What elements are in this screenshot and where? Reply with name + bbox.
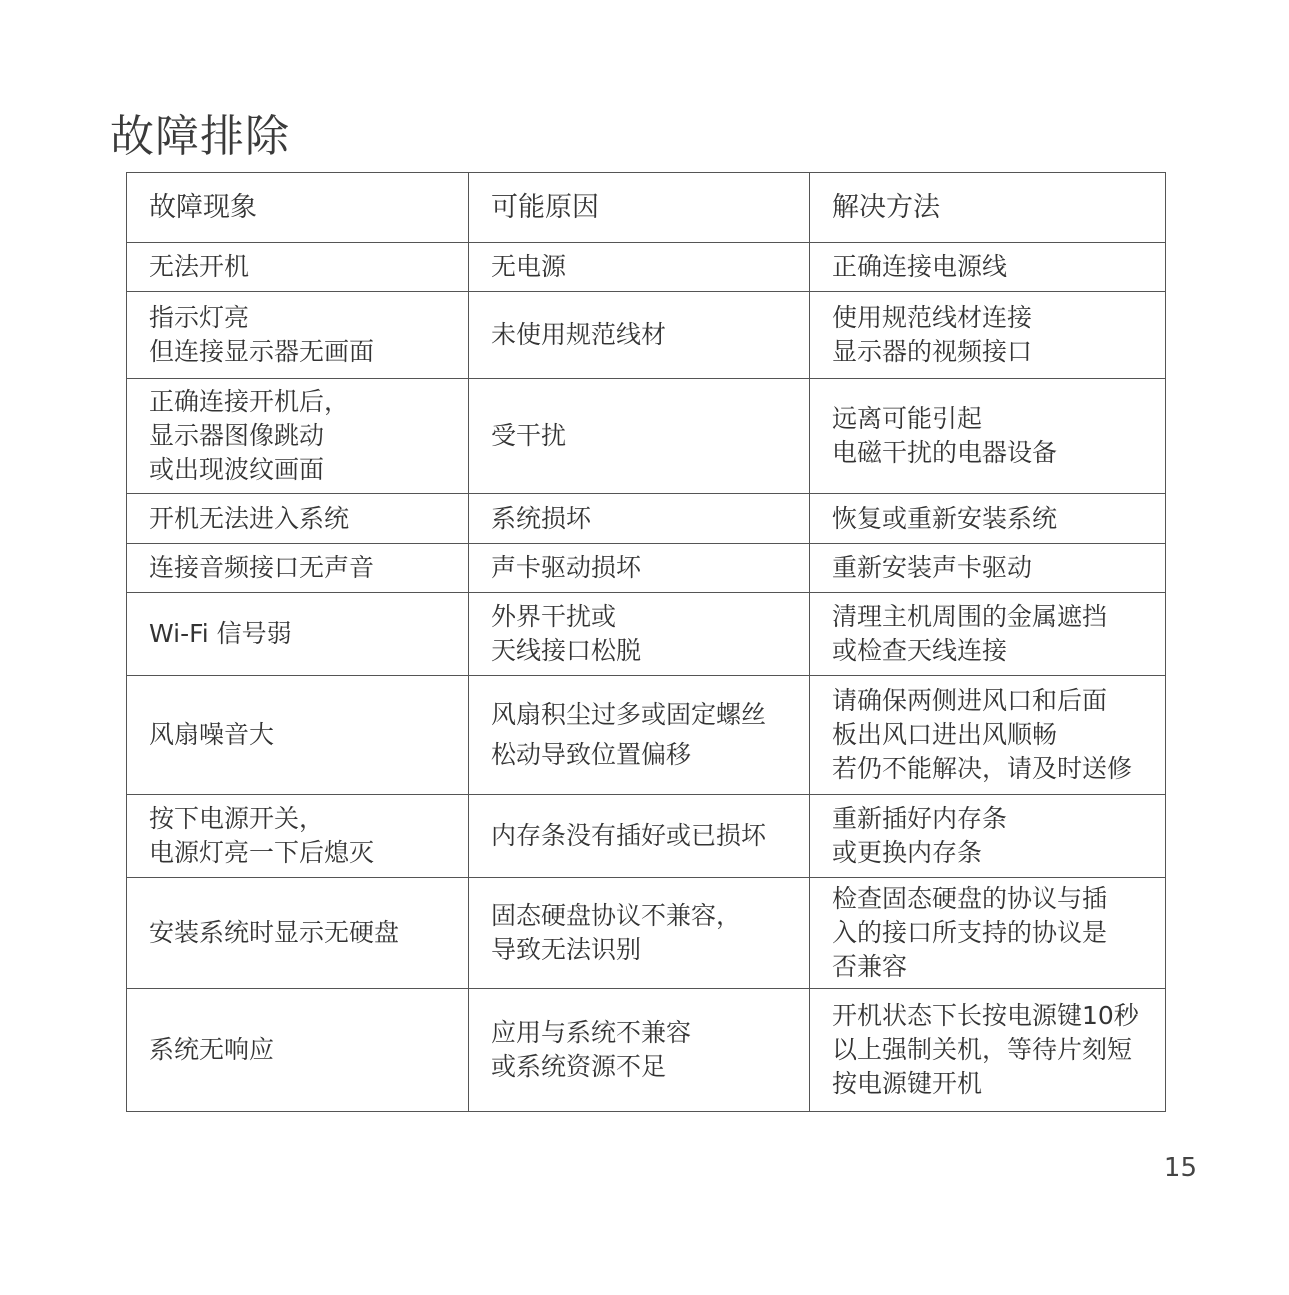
table-row — [127, 593, 1166, 676]
cause-cell: 无电源 — [469, 243, 810, 292]
cause-cell: 应用与系统不兼容 或系统资源不足 — [469, 989, 810, 1112]
header-symptom: 故障现象 — [127, 173, 469, 243]
cause-cell: 系统损坏 — [469, 494, 810, 544]
cause-cell: 外界干扰或 天线接口松脱 — [469, 593, 810, 676]
solution-cell: 清理主机周围的金属遮挡 或检查天线连接 — [810, 593, 1166, 676]
cause-cell: 声卡驱动损坏 — [469, 544, 810, 593]
solution-cell: 检查固态硬盘的协议与插 入的接口所支持的协议是 否兼容 — [810, 878, 1166, 989]
symptom-cell: 连接音频接口无声音 — [127, 544, 469, 593]
solution-cell: 重新插好内存条 或更换内存条 — [810, 795, 1166, 878]
symptom-cell: 按下电源开关， 电源灯亮一下后熄灭 — [127, 795, 469, 878]
header-solution: 解决方法 — [810, 173, 1166, 243]
table-row — [127, 494, 1166, 544]
table-row — [127, 292, 1166, 379]
solution-cell: 远离可能引起 电磁干扰的电器设备 — [810, 379, 1166, 494]
solution-cell: 使用规范线材连接 显示器的视频接口 — [810, 292, 1166, 379]
page-number: 15 — [1163, 1153, 1197, 1183]
symptom-cell: 风扇噪音大 — [127, 676, 469, 795]
symptom-cell: 指示灯亮 但连接显示器无画面 — [127, 292, 469, 379]
table-row — [127, 676, 1166, 795]
cause-cell: 未使用规范线材 — [469, 292, 810, 379]
symptom-cell: 系统无响应 — [127, 989, 469, 1112]
symptom-cell: Wi-Fi 信号弱 — [127, 593, 469, 676]
table-row — [127, 878, 1166, 989]
table-row — [127, 544, 1166, 593]
header-cause: 可能原因 — [469, 173, 810, 243]
solution-cell: 恢复或重新安装系统 — [810, 494, 1166, 544]
troubleshooting-table — [126, 172, 1166, 1112]
solution-cell: 开机状态下长按电源键10秒 以上强制关机，等待片刻短 按电源键开机 — [810, 989, 1166, 1112]
solution-cell: 重新安装声卡驱动 — [810, 544, 1166, 593]
cause-cell: 固态硬盘协议不兼容， 导致无法识别 — [469, 878, 810, 989]
solution-cell: 正确连接电源线 — [810, 243, 1166, 292]
table-row — [127, 243, 1166, 292]
table-row — [127, 989, 1166, 1112]
symptom-cell: 无法开机 — [127, 243, 469, 292]
table-row — [127, 795, 1166, 878]
table-row — [127, 379, 1166, 494]
cause-cell: 受干扰 — [469, 379, 810, 494]
cause-cell: 风扇积尘过多或固定螺丝 松动导致位置偏移 — [469, 676, 810, 795]
symptom-cell: 开机无法进入系统 — [127, 494, 469, 544]
solution-cell: 请确保两侧进风口和后面 板出风口进出风顺畅 若仍不能解决，请及时送修 — [810, 676, 1166, 795]
cause-cell: 内存条没有插好或已损坏 — [469, 795, 810, 878]
table-header-row — [127, 173, 1166, 243]
page-title: 故障排除 — [110, 111, 290, 162]
symptom-cell: 正确连接开机后， 显示器图像跳动 或出现波纹画面 — [127, 379, 469, 494]
symptom-cell: 安装系统时显示无硬盘 — [127, 878, 469, 989]
